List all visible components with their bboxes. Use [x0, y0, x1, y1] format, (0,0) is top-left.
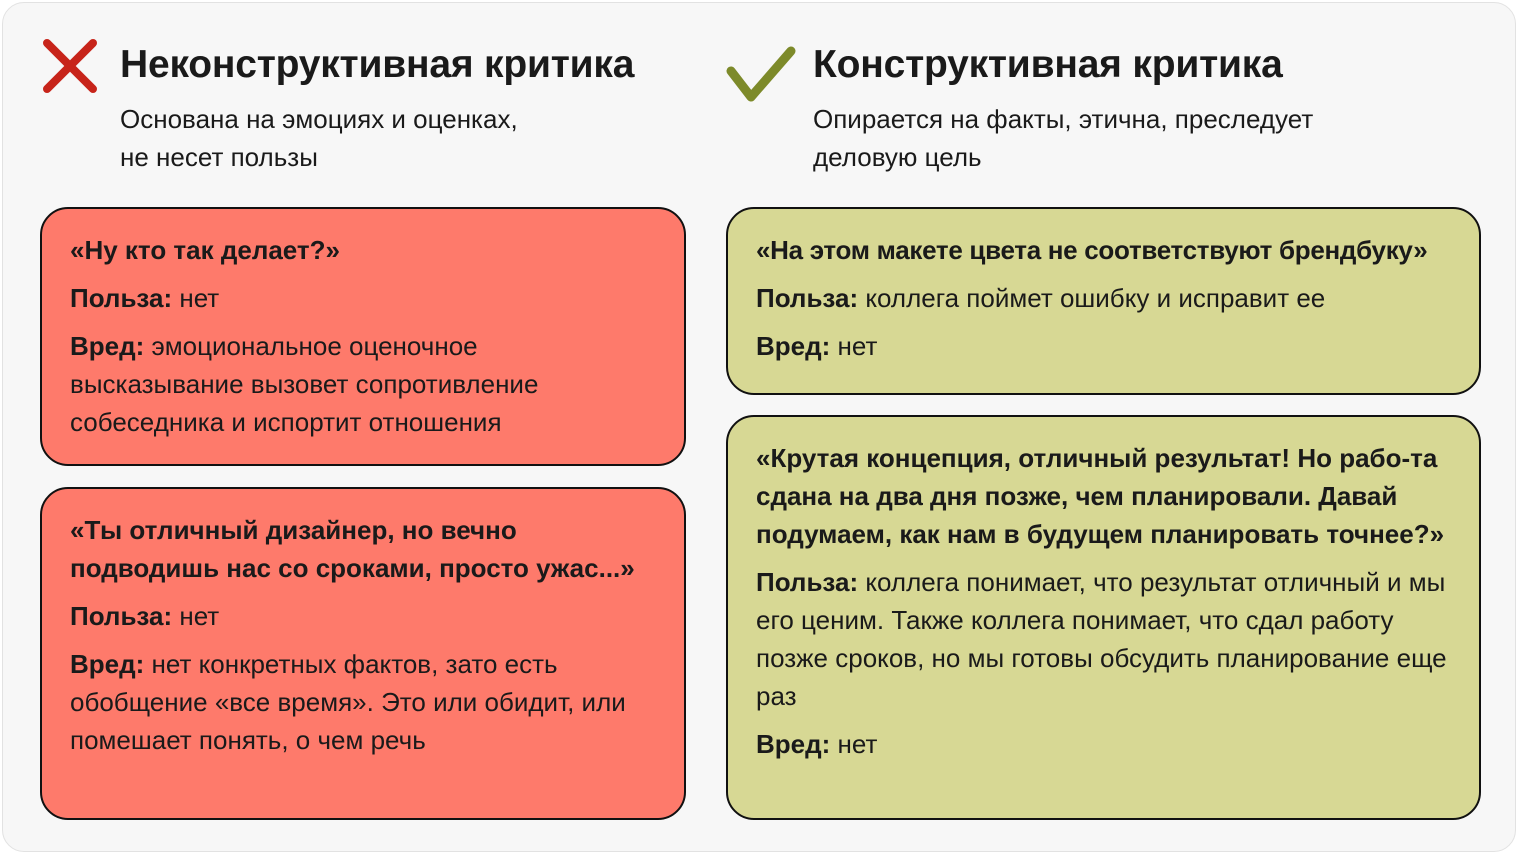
example-quote: «На этом макете цвета не соответствуют брендбуку»	[756, 235, 1428, 265]
right-subtitle-line2: деловую цель	[813, 142, 982, 172]
harm-label: Вред:	[70, 649, 145, 679]
benefit-row	[70, 597, 656, 635]
positive-example-card	[726, 415, 1481, 820]
harm-row	[756, 327, 1469, 365]
benefit-label: Польза:	[70, 601, 173, 631]
harm-text: нет	[830, 729, 878, 759]
left-subtitle	[120, 100, 518, 176]
example-quote: «Ну кто так делает?»	[70, 235, 340, 265]
example-quote: «Ты отличный дизайнер, но вечно подводишь нас со сроками, просто ужас...»	[70, 515, 635, 583]
benefit-row	[70, 279, 656, 317]
harm-text: нет	[830, 331, 878, 361]
left-subtitle-line1: Основана на эмоциях и оценках,	[120, 104, 518, 134]
harm-row	[70, 327, 656, 441]
benefit-text: коллега понимает, что результат отличный и мы его ценим. Также коллега понимает, что сдал работу позже сроков, но мы готовы обсудить планирование еще раз	[756, 567, 1447, 711]
benefit-label: Польза:	[756, 283, 859, 313]
harm-row	[756, 725, 1451, 763]
benefit-text: нет	[172, 601, 220, 631]
right-subtitle-line1: Опирается на факты, этична, преследует	[813, 104, 1314, 134]
right-subtitle	[813, 100, 1313, 176]
benefit-text: коллега поймет ошибку и исправит ее	[858, 283, 1326, 313]
negative-example-card	[40, 487, 686, 820]
benefit-label: Польза:	[70, 283, 173, 313]
harm-row	[70, 645, 656, 759]
benefit-text: нет	[172, 283, 220, 313]
harm-text: эмоциональное оценочное высказывание вызовет сопротивление собеседника и испортит отношения	[70, 331, 539, 437]
benefit-row	[756, 563, 1451, 715]
harm-label: Вред:	[756, 729, 831, 759]
check-icon	[725, 45, 797, 105]
cross-icon	[41, 37, 99, 95]
harm-label: Вред:	[70, 331, 145, 361]
infographic-frame	[2, 2, 1516, 852]
benefit-row	[756, 279, 1469, 317]
harm-label: Вред:	[756, 331, 831, 361]
harm-text: нет конкретных фактов, зато есть обобщение «все время». Это или обидит, или помешает понять, о чем речь	[70, 649, 626, 755]
example-quote: «Крутая концепция, отличный результат! Но рабо-та сдана на два дня позже, чем планировали. Давай подумаем, как нам в будущем планировать точнее?»	[756, 443, 1445, 549]
positive-example-card	[726, 207, 1481, 395]
right-title: Конструктивная критика	[813, 43, 1283, 86]
benefit-label: Польза:	[756, 567, 859, 597]
left-subtitle-line2: не несет пользы	[120, 142, 318, 172]
left-title: Неконструктивная критика	[120, 43, 635, 86]
negative-example-card	[40, 207, 686, 466]
